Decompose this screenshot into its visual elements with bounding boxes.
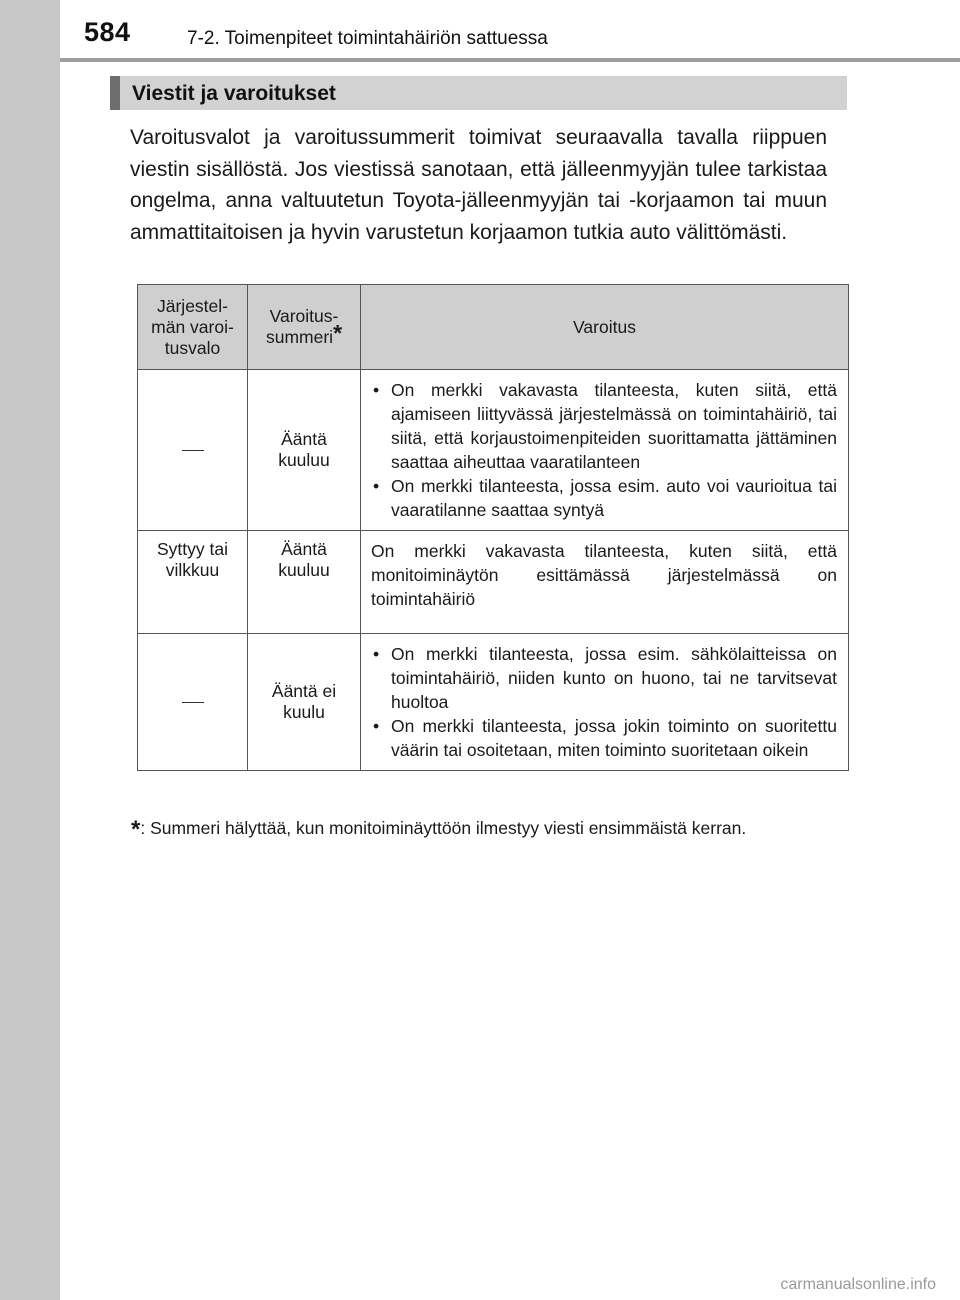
cell-buzzer — [248, 370, 361, 531]
footnote-marker: * — [131, 816, 141, 843]
warning-text: On merkki vakavasta tilanteesta, kuten siitä, että monitoiminäytön esittämässä järjestelmässä on toimintahäiriö — [371, 541, 837, 609]
table-row — [138, 370, 849, 531]
table-row — [138, 634, 849, 771]
cell-buzzer — [248, 634, 361, 771]
header-warning-buzzer — [248, 285, 361, 370]
header-warning — [361, 285, 849, 370]
cell-warning — [361, 634, 849, 771]
cell-light — [138, 531, 248, 634]
warning-bullet-list — [371, 378, 837, 522]
list-item: • On merkki tilanteesta, jossa jokin toiminto on suoritettu väärin tai osoitetaan, miten toiminto suoritetaan oikein — [371, 714, 837, 762]
footnote — [131, 814, 841, 841]
cell-light — [138, 634, 248, 771]
section-accent — [110, 76, 120, 110]
footnote-marker: * — [333, 320, 343, 346]
warning-table — [137, 284, 849, 771]
footnote-text: : Summeri hälyttää, kun monitoiminäyttöön ilmestyy viesti ensimmäistä kerran. — [140, 818, 747, 838]
cell-buzzer-text: Ääntä ei kuulu — [271, 681, 337, 722]
header-system-warning-light — [138, 285, 248, 370]
cell-light-text: Syttyy tai vilkkuu — [157, 539, 228, 580]
dash-icon — [182, 450, 204, 451]
cell-buzzer-text: Ääntä kuuluu — [278, 429, 330, 470]
cell-warning — [361, 531, 849, 634]
section-title: Viestit ja varoitukset — [132, 82, 336, 105]
header-system-warning-light-text: Järjestel- män varoi- tusvalo — [151, 295, 234, 358]
header-rule — [60, 58, 960, 62]
watermark: carmanualsonline.info — [780, 1276, 936, 1293]
table-header-row — [138, 285, 849, 370]
intro-paragraph: Varoitusvalot ja varoitussummerit toimivat seuraavalla tavalla riippuen viestin sisällöstä. Jos viestissä sanotaan, että jälleenmyyjän tulee tarkistaa ongelma, anna valtuutetun Toyota-jälleenmyyjän tai -korjaamon tai muun ammattitaitoisen ja hyvin varustetun korjaamon tutkia auto välittömästi. — [130, 126, 827, 244]
side-strip — [0, 0, 60, 1300]
header-warning-buzzer-text: Varoitus- summeri — [265, 306, 339, 347]
header-warning-text: Varoitus — [573, 316, 636, 337]
table-row — [138, 531, 849, 634]
list-item: • On merkki vakavasta tilanteesta, kuten siitä, että ajamiseen liittyvässä järjestelmässä on toimintahäiriö, tai siitä, että korjaustoimenpiteiden suorittamatta jättäminen saattaa aiheuttaa vaaratilanteen — [371, 378, 837, 474]
section-heading — [110, 76, 847, 110]
cell-buzzer — [248, 531, 361, 634]
list-item: • On merkki tilanteesta, jossa esim. sähkölaitteissa on toimintahäiriö, niiden kunto on huono, tai ne tarvitsevat huoltoa — [371, 642, 837, 714]
cell-buzzer-text: Ääntä kuuluu — [278, 539, 330, 580]
list-item: • On merkki tilanteesta, jossa esim. auto voi vaurioitua tai vaaratilanne saattaa syntyä — [371, 474, 837, 522]
cell-warning — [361, 370, 849, 531]
chapter-title: 7-2. Toimenpiteet toimintahäiriön sattuessa — [187, 28, 548, 49]
warning-bullet-list — [371, 642, 837, 762]
page-number: 584 — [84, 17, 131, 47]
dash-icon — [182, 702, 204, 703]
cell-light — [138, 370, 248, 531]
